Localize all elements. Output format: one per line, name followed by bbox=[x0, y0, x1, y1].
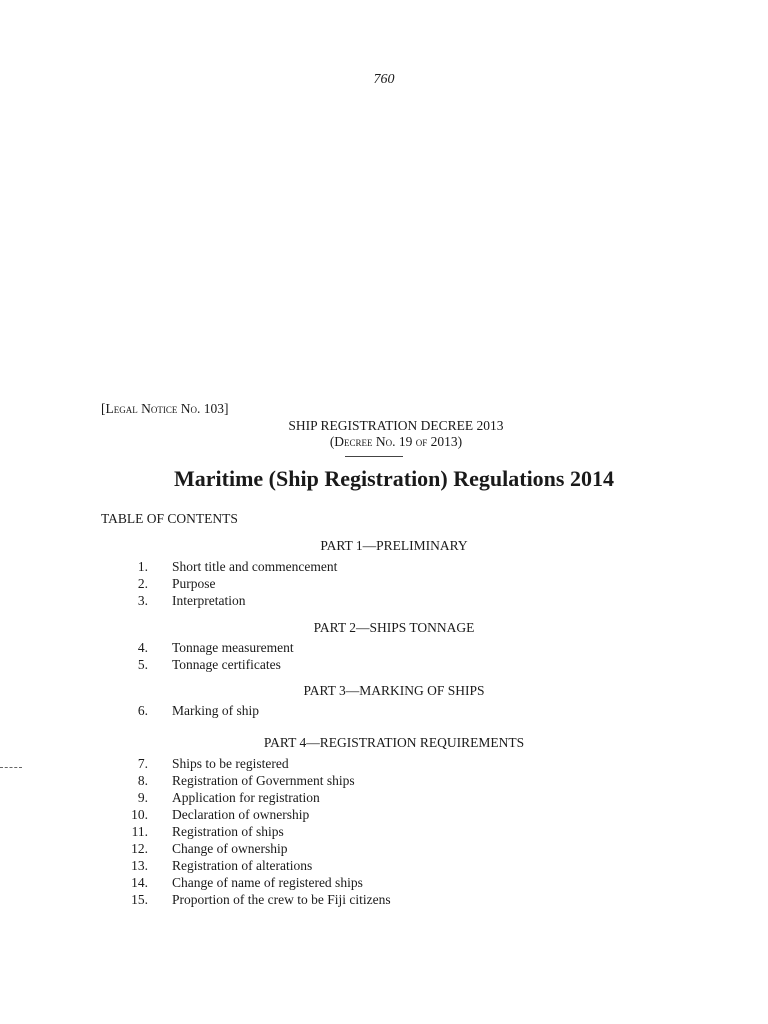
toc-heading: TABLE OF CONTENTS bbox=[101, 511, 238, 526]
part-heading-1: PART 1—PRELIMINARY bbox=[320, 538, 468, 553]
toc-item-number: 1. bbox=[137, 559, 148, 574]
toc-item-number: 9. bbox=[137, 790, 148, 805]
toc-item-label: Tonnage measurement bbox=[172, 640, 294, 655]
toc-item-label: Marking of ship bbox=[172, 703, 259, 718]
page-number: 760 bbox=[373, 72, 395, 87]
toc-item-number: 15. bbox=[131, 892, 148, 907]
toc-item-label: Application for registration bbox=[172, 790, 320, 805]
toc-item-label: Ships to be registered bbox=[172, 756, 289, 771]
part-heading-4: PART 4—REGISTRATION REQUIREMENTS bbox=[263, 735, 525, 750]
toc-item-label: Change of ownership bbox=[172, 841, 288, 856]
document-title: Maritime (Ship Registration) Regulations 2014 bbox=[174, 466, 614, 491]
toc-item-label: Change of name of registered ships bbox=[172, 875, 363, 890]
toc-item-label: Purpose bbox=[172, 576, 216, 591]
toc-item-label: Declaration of ownership bbox=[172, 807, 310, 822]
toc-item-number: 6. bbox=[137, 703, 148, 718]
margin-mark bbox=[0, 767, 22, 768]
toc-item-number: 12. bbox=[131, 841, 148, 856]
decree-number: (Decree No. 19 of 2013) bbox=[329, 434, 463, 449]
part-heading-3: PART 3—MARKING OF SHIPS bbox=[303, 683, 485, 698]
toc-item-number: 14. bbox=[131, 875, 148, 890]
toc-item-number: 4. bbox=[137, 640, 148, 655]
legal-notice: [Legal Notice No. 103] bbox=[101, 401, 229, 416]
toc-item-label: Short title and commencement bbox=[172, 559, 338, 574]
part-heading-2: PART 2—SHIPS TONNAGE bbox=[313, 620, 475, 635]
decree-title: SHIP REGISTRATION DECREE 2013 bbox=[288, 418, 504, 433]
toc-item-number: 3. bbox=[137, 593, 148, 608]
toc-item-number: 10. bbox=[131, 807, 148, 822]
toc-item-label: Proportion of the crew to be Fiji citizens bbox=[172, 892, 391, 907]
toc-item-number: 11. bbox=[131, 824, 148, 839]
toc-item-number: 7. bbox=[137, 756, 148, 771]
toc-item-label: Registration of alterations bbox=[172, 858, 313, 873]
toc-item-number: 2. bbox=[137, 576, 148, 591]
toc-item-number: 8. bbox=[137, 773, 148, 788]
toc-item-label: Registration of ships bbox=[172, 824, 284, 839]
toc-item-label: Tonnage certificates bbox=[172, 657, 281, 672]
toc-item-label: Interpretation bbox=[172, 593, 246, 608]
divider-rule bbox=[345, 456, 403, 457]
toc-item-label: Registration of Government ships bbox=[172, 773, 355, 788]
toc-item-number: 13. bbox=[131, 858, 148, 873]
toc-item-number: 5. bbox=[137, 657, 148, 672]
